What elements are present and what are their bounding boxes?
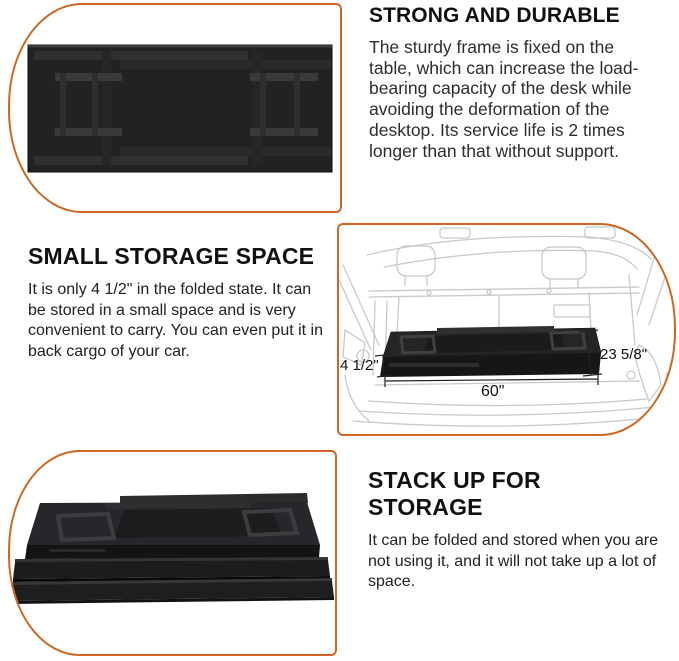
car-trunk-illustration [339, 225, 674, 434]
dimension-label-depth: 23 5/8" [600, 346, 648, 363]
stack-storage-image-card [8, 450, 337, 656]
stack-storage-text-block [368, 467, 660, 593]
storage-space-text-block [28, 243, 328, 362]
folded-table-underside-illustration [10, 5, 340, 211]
folded-table-in-trunk [380, 326, 601, 377]
stacked-folded-tables [10, 493, 334, 604]
folded-table-top-view [28, 45, 332, 172]
section-body-stack-storage: It can be folded and stored when you are not using it, and it will not take up a lot of space. [368, 532, 658, 591]
section-heading-durability: STRONG AND DURABLE [369, 4, 620, 27]
dimension-label-width: 60" [481, 383, 505, 400]
section-body-storage-space: It is only 4 1/2" in the folded state. It can be stored in a small space and is very convenient to carry. You can even put it in back cargo of your car. [28, 281, 324, 360]
durability-image-card [8, 3, 342, 213]
durability-text-block [369, 4, 659, 162]
dimension-label-folded-thickness: 4 1/2" [340, 357, 379, 374]
car-cargo-image-card [337, 223, 676, 436]
section-body-durability: The sturdy frame is fixed on the table, which can increase the load-bearing capacity of the desk while avoiding the deformation of the desktop. Its service life is 2 times longer than that without support. [369, 36, 639, 161]
section-heading-stack-storage: STACK UP FOR STORAGE [368, 467, 541, 521]
section-heading-storage-space: SMALL STORAGE SPACE [28, 243, 315, 269]
stacked-tables-illustration [10, 452, 335, 654]
